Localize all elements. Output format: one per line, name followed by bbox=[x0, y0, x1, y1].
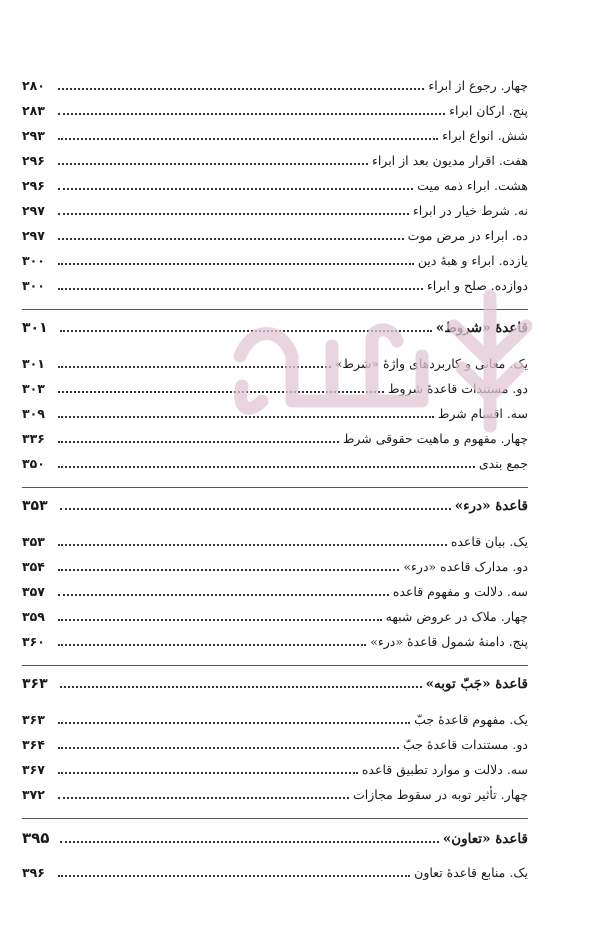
toc-entry-title: چهار. رجوع از ابراء bbox=[428, 78, 528, 93]
section-title: قاعدهٔ «شروط» bbox=[435, 320, 528, 336]
section-title: قاعدهٔ «درء» bbox=[454, 498, 528, 514]
toc-entry-page: ۳۶۴ bbox=[22, 737, 45, 752]
toc-entry-title: پنج. دامنهٔ شمول قاعدهٔ «درء» bbox=[370, 634, 528, 649]
toc-entry[interactable] bbox=[22, 737, 528, 762]
dot-leader bbox=[58, 619, 382, 621]
toc-section-heading[interactable] bbox=[22, 676, 528, 706]
toc-entry[interactable] bbox=[22, 762, 528, 787]
toc-entry-title: پنج. ارکان ابراء bbox=[449, 103, 528, 118]
toc-entry[interactable] bbox=[22, 712, 528, 737]
dot-leader bbox=[58, 263, 414, 265]
toc-entry-title: هفت. اقرار مدیون بعد از ابراء bbox=[371, 153, 528, 168]
toc-entry-page: ۲۹۷ bbox=[22, 228, 45, 243]
toc-entry[interactable] bbox=[22, 865, 528, 890]
dot-leader bbox=[58, 238, 404, 240]
dot-leader bbox=[58, 188, 413, 190]
toc-entry-page: ۳۶۷ bbox=[22, 762, 45, 777]
toc-entry[interactable] bbox=[22, 609, 528, 634]
toc-group-shorut bbox=[22, 356, 528, 488]
section-page: ۳۵۳ bbox=[22, 498, 48, 514]
dot-leader bbox=[58, 772, 358, 774]
toc-group-jabb bbox=[22, 712, 528, 819]
toc-entry-title: سه. اقسام شرط bbox=[437, 406, 528, 421]
toc-entry-page: ۲۸۰ bbox=[22, 78, 45, 93]
dot-leader bbox=[58, 722, 410, 724]
toc-section-heading[interactable] bbox=[22, 320, 528, 350]
toc-entry-page: ۳۶۰ bbox=[22, 634, 45, 649]
dot-leader bbox=[58, 797, 349, 799]
section-page: ۳۰۱ bbox=[22, 320, 48, 336]
toc-entry-page: ۲۹۷ bbox=[22, 203, 45, 218]
toc-entry-title: نه. شرط خیار در ابراء bbox=[412, 203, 528, 218]
toc-entry-page: ۳۵۴ bbox=[22, 559, 45, 574]
toc-entry-page: ۳۰۳ bbox=[22, 381, 45, 396]
toc-entry-title: ده. ابراء در مرض موت bbox=[407, 228, 528, 243]
toc-entry[interactable] bbox=[22, 584, 528, 609]
dot-leader bbox=[58, 138, 438, 140]
toc-entry-title: سه. دلالت و مفهوم قاعده bbox=[392, 584, 528, 599]
dot-leader bbox=[58, 416, 434, 418]
toc-entry[interactable] bbox=[22, 356, 528, 381]
toc-entry-title: شش. انواع ابراء bbox=[442, 128, 528, 143]
toc-entry[interactable] bbox=[22, 534, 528, 559]
toc-entry-page: ۳۰۹ bbox=[22, 406, 45, 421]
toc-section-heading[interactable] bbox=[22, 829, 528, 859]
toc-entry[interactable] bbox=[22, 178, 528, 203]
toc-group-dar bbox=[22, 534, 528, 666]
toc-entry[interactable] bbox=[22, 203, 528, 228]
dot-leader bbox=[60, 686, 422, 688]
toc-entry[interactable] bbox=[22, 278, 528, 303]
toc-entry[interactable] bbox=[22, 406, 528, 431]
toc-entry-title: یک. مفهوم قاعدهٔ جبّ bbox=[414, 712, 528, 727]
toc-entry[interactable] bbox=[22, 253, 528, 278]
dot-leader bbox=[58, 441, 339, 443]
dot-leader bbox=[58, 213, 409, 215]
toc-entry-page: ۲۸۳ bbox=[22, 103, 45, 118]
toc-entry-title: دو. مستندات قاعدهٔ شروط bbox=[387, 381, 528, 396]
toc-entry-page: ۲۹۶ bbox=[22, 178, 45, 193]
toc-entry-title: چهار. ملاک در عروض شبهه bbox=[385, 609, 528, 624]
toc-entry-title: دو. مدارک قاعده «درء» bbox=[403, 559, 528, 574]
dot-leader bbox=[58, 466, 475, 468]
toc-entry[interactable] bbox=[22, 634, 528, 659]
dot-leader bbox=[58, 288, 423, 290]
toc-entry-page: ۳۵۹ bbox=[22, 609, 45, 624]
toc-entry[interactable] bbox=[22, 456, 528, 481]
toc-entry-title: سه. دلالت و موارد تطبیق قاعده bbox=[361, 762, 528, 777]
toc-entry[interactable] bbox=[22, 153, 528, 178]
toc-entry[interactable] bbox=[22, 787, 528, 812]
dot-leader bbox=[58, 875, 410, 877]
toc-entry-title: هشت. ابراء ذمه میت bbox=[417, 178, 528, 193]
toc-entry[interactable] bbox=[22, 431, 528, 456]
toc-entry-page: ۳۰۱ bbox=[22, 356, 45, 371]
dot-leader bbox=[58, 747, 399, 749]
section-page: ۳۹۵ bbox=[22, 829, 50, 847]
toc-entry-page: ۳۰۰ bbox=[22, 253, 45, 268]
section-title: قاعدهٔ «تعاون» bbox=[442, 831, 528, 847]
dot-leader bbox=[58, 391, 384, 393]
toc-entry-page: ۳۵۰ bbox=[22, 456, 45, 471]
toc-entry-page: ۲۹۳ bbox=[22, 128, 45, 143]
toc-entry-title: یک. معانی و کاربردهای واژهٔ «شرط» bbox=[334, 356, 528, 371]
dot-leader bbox=[58, 113, 445, 115]
dot-leader bbox=[58, 163, 368, 165]
toc-entry-title: دوازده. صلح و ابراء bbox=[426, 278, 528, 293]
toc-entry-title: چهار. تأثیر توبه در سقوط مجازات bbox=[353, 787, 528, 802]
toc-entry[interactable] bbox=[22, 559, 528, 584]
section-title: قاعدهٔ «جَبّ توبه» bbox=[425, 676, 528, 692]
toc-entry[interactable] bbox=[22, 103, 528, 128]
dot-leader bbox=[60, 841, 439, 843]
toc-entry-page: ۳۹۶ bbox=[22, 865, 45, 880]
dot-leader bbox=[60, 508, 451, 510]
toc-entry-page: ۳۰۰ bbox=[22, 278, 45, 293]
toc-entry-page: ۳۵۳ bbox=[22, 534, 45, 549]
toc-entry-page: ۳۶۳ bbox=[22, 712, 45, 727]
toc-group-taavon bbox=[22, 865, 528, 890]
toc-section-heading[interactable] bbox=[22, 498, 528, 528]
toc-entry-page: ۳۵۷ bbox=[22, 584, 45, 599]
toc-entry[interactable] bbox=[22, 128, 528, 153]
dot-leader bbox=[60, 330, 432, 332]
toc-entry-title: یازده. ابراء و هبهٔ دین bbox=[417, 253, 528, 268]
toc-entry-title: یک. منابع قاعدهٔ تعاون bbox=[414, 865, 528, 880]
toc-entry[interactable] bbox=[22, 78, 528, 103]
toc-entry-page: ۲۹۶ bbox=[22, 153, 45, 168]
toc-entry-title: جمع بندی bbox=[478, 456, 528, 471]
dot-leader bbox=[58, 594, 389, 596]
dot-leader bbox=[58, 544, 447, 546]
dot-leader bbox=[58, 644, 366, 646]
toc-entry-title: دو. مستندات قاعدهٔ جبّ bbox=[402, 737, 528, 752]
toc-entry[interactable] bbox=[22, 228, 528, 253]
dot-leader bbox=[58, 569, 399, 571]
toc-entry-title: چهار. مفهوم و ماهیت حقوقی شرط bbox=[342, 431, 528, 446]
dot-leader bbox=[58, 366, 331, 368]
dot-leader bbox=[58, 88, 424, 90]
toc-entry-title: یک. بیان قاعده bbox=[450, 534, 528, 549]
table-of-contents bbox=[22, 78, 528, 890]
toc-group-ebra bbox=[22, 78, 528, 310]
toc-entry-page: ۳۳۶ bbox=[22, 431, 45, 446]
section-page: ۳۶۳ bbox=[22, 676, 48, 692]
toc-entry[interactable] bbox=[22, 381, 528, 406]
toc-entry-page: ۳۷۲ bbox=[22, 787, 45, 802]
